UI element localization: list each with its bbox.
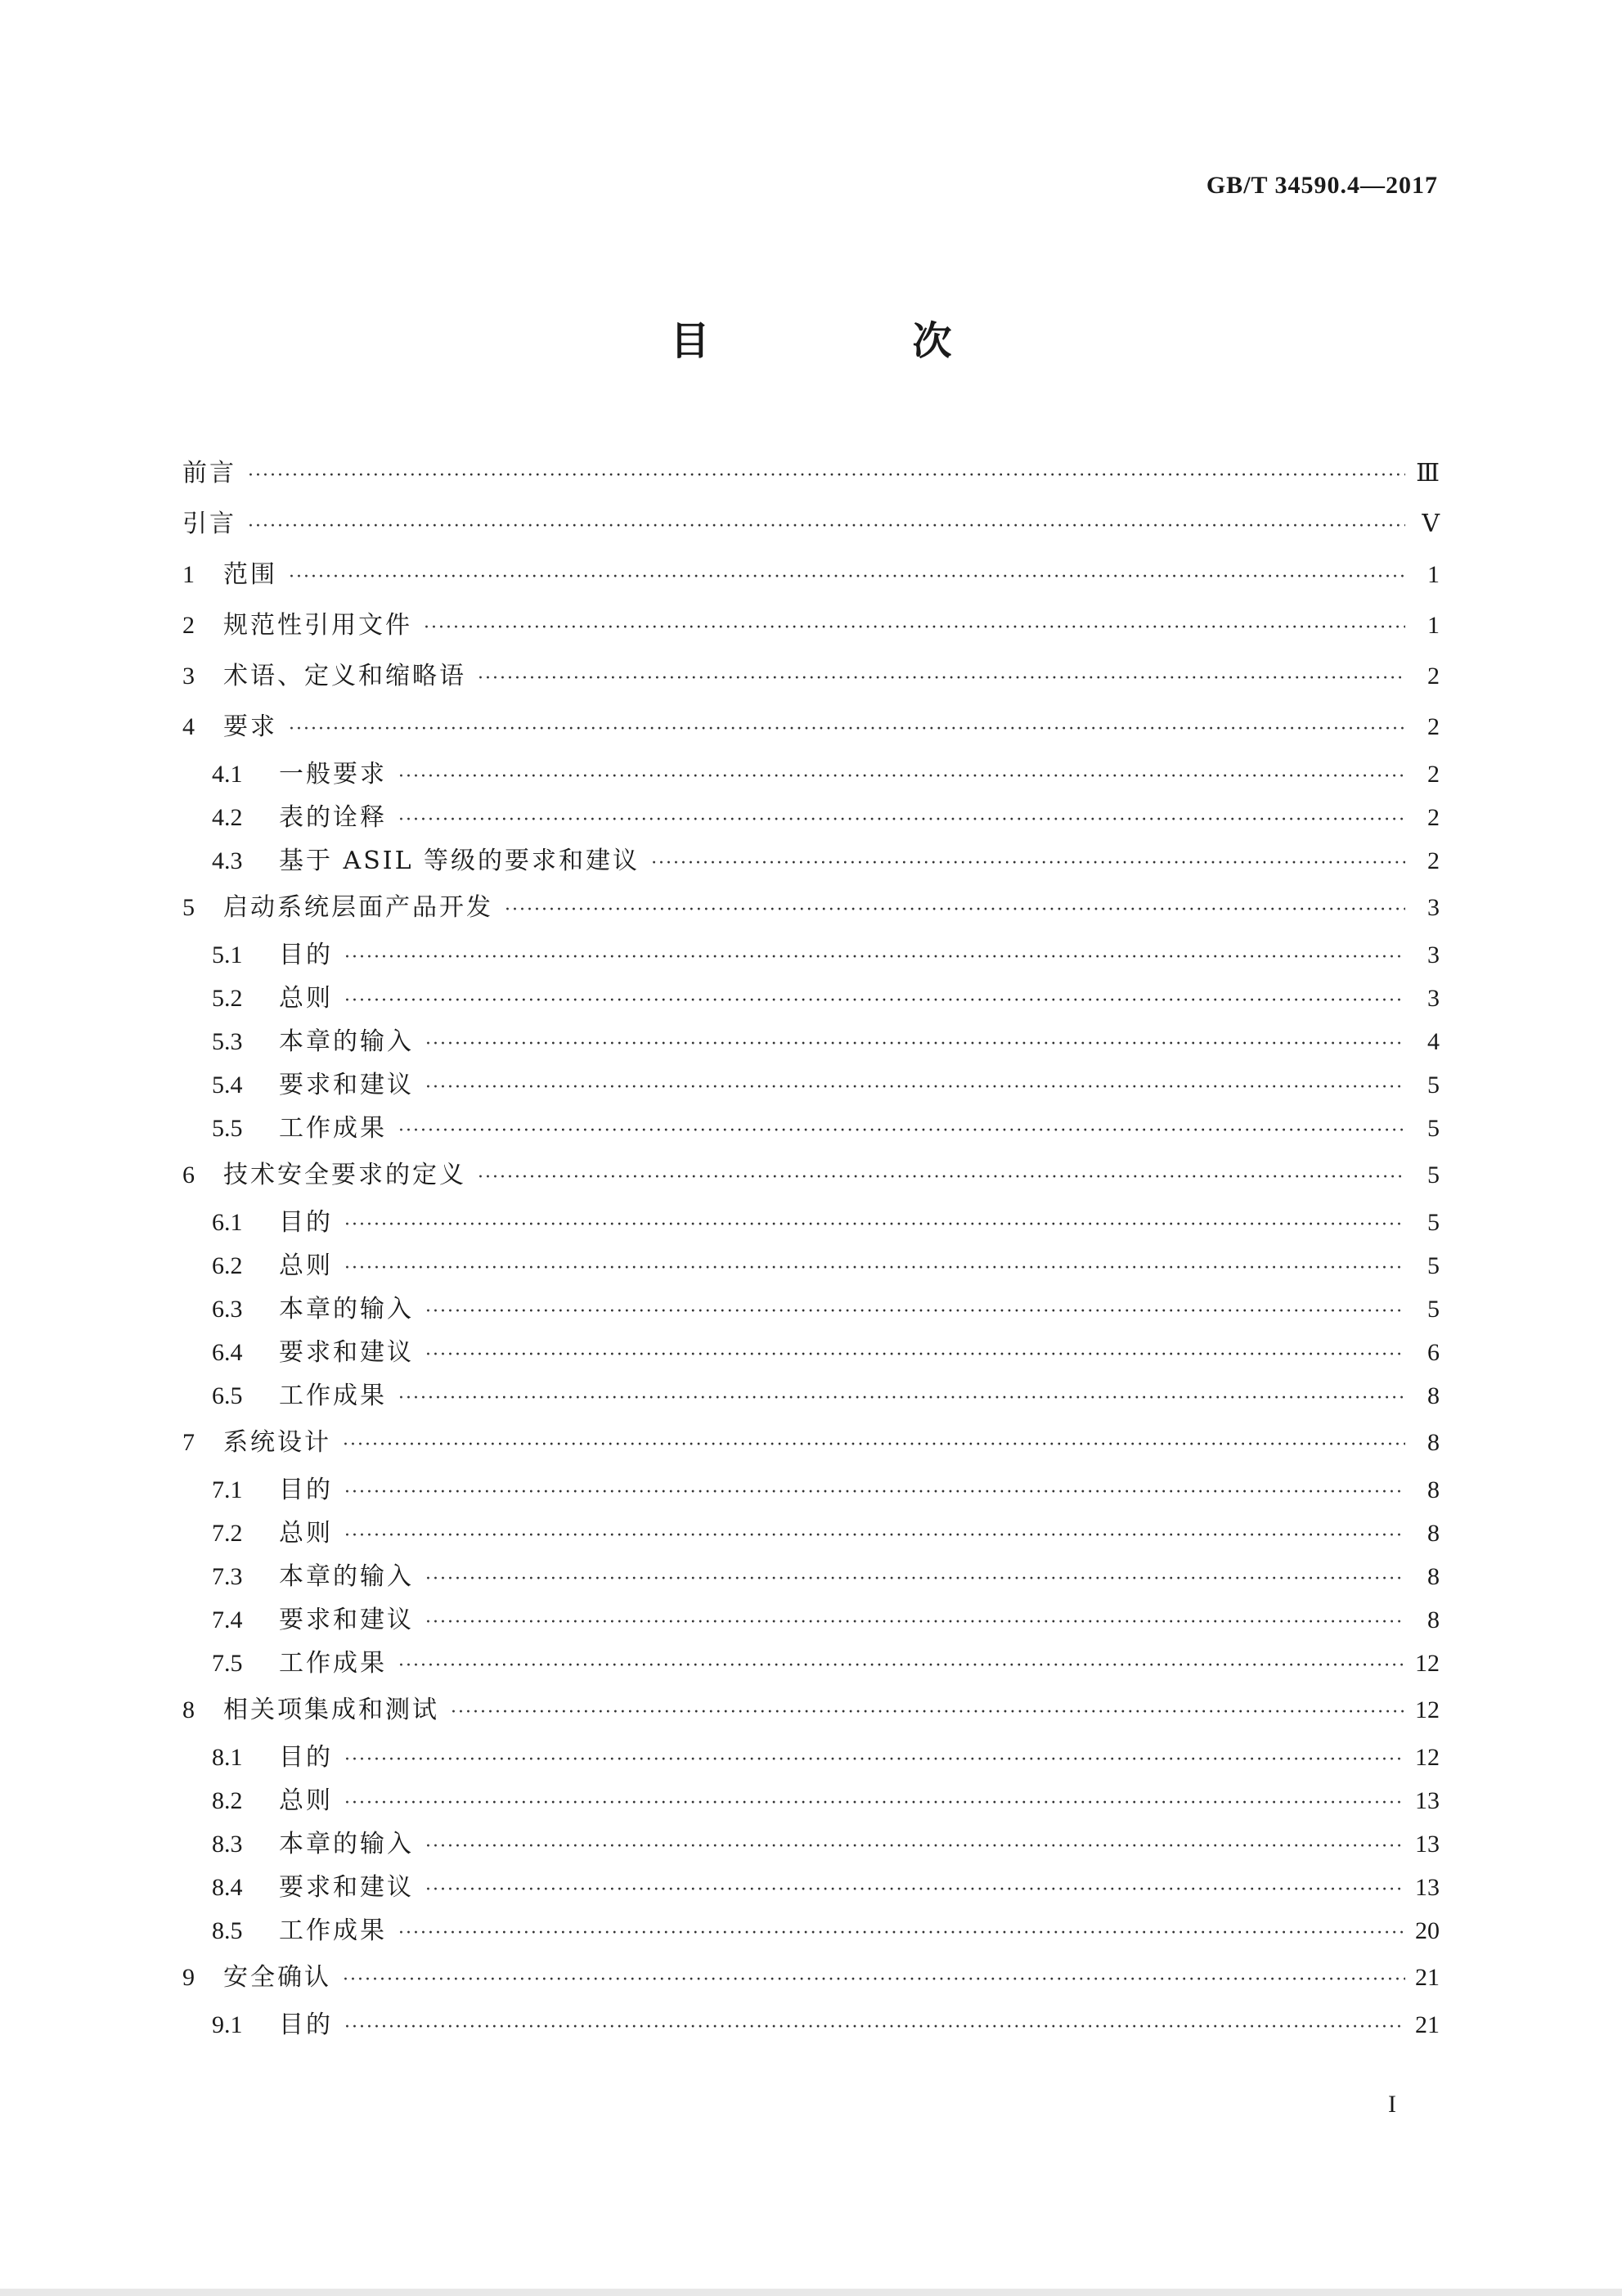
toc-entry[interactable] — [182, 1374, 1440, 1418]
toc-entry[interactable] — [182, 1287, 1440, 1331]
toc-entry-number: 4.1 — [212, 761, 243, 788]
toc-entry-number: 3 — [182, 663, 195, 690]
toc-entry-page: Ⅴ — [1422, 510, 1440, 537]
toc-entry[interactable] — [182, 1642, 1440, 1685]
toc-entry-label: 总则 — [279, 1251, 333, 1280]
toc-entry-label: 安全确认 — [223, 1963, 331, 1992]
toc-entry-page: 3 — [1427, 941, 1440, 968]
toc-entry-page: 8 — [1427, 1429, 1440, 1456]
dot-leader — [248, 451, 1405, 501]
toc-entry-number: 5.5 — [212, 1115, 243, 1142]
toc-entry[interactable] — [182, 883, 1440, 933]
dot-leader — [505, 885, 1405, 936]
toc-entry-number: 1 — [182, 561, 195, 588]
toc-entry-number: 5.3 — [212, 1028, 243, 1055]
dot-leader — [478, 654, 1405, 704]
toc-entry-number: 7.3 — [212, 1563, 243, 1590]
toc-entry[interactable] — [182, 1555, 1440, 1598]
toc-entry-label: 要求和建议 — [279, 1606, 414, 1634]
dot-leader — [398, 1109, 1405, 1152]
toc-entry-page: 1 — [1427, 561, 1440, 588]
standard-code: GB/T 34590.4—2017 — [1206, 172, 1438, 199]
toc-entry[interactable] — [182, 1418, 1440, 1468]
table-of-contents — [182, 448, 1440, 2047]
dot-leader — [343, 1420, 1405, 1471]
toc-entry-label: 要求和建议 — [279, 1071, 414, 1099]
toc-entry-number: 7.2 — [212, 1520, 243, 1547]
toc-entry[interactable] — [182, 753, 1440, 796]
toc-entry-page: 4 — [1427, 1028, 1440, 1055]
toc-entry-page: 6 — [1427, 1339, 1440, 1366]
toc-entry-page: 21 — [1415, 2011, 1440, 2038]
scan-edge-strip — [0, 2289, 1622, 2296]
toc-entry-number: 7.5 — [212, 1650, 243, 1677]
toc-entry-label: 系统设计 — [223, 1428, 331, 1457]
toc-entry-page: 8 — [1427, 1382, 1440, 1409]
dot-leader — [289, 552, 1405, 603]
toc-entry-number: 2 — [182, 612, 195, 639]
toc-entry[interactable] — [182, 1331, 1440, 1374]
toc-entry[interactable] — [182, 977, 1440, 1020]
dot-leader — [344, 2006, 1405, 2049]
toc-entry-label: 规范性引用文件 — [223, 611, 412, 640]
toc-entry-number: 7 — [182, 1429, 195, 1456]
toc-entry[interactable] — [182, 1952, 1440, 2003]
toc-entry[interactable] — [182, 702, 1440, 753]
toc-entry-label: 工作成果 — [279, 1649, 387, 1678]
toc-entry-label: 总则 — [279, 1786, 333, 1815]
toc-entry-page: 3 — [1427, 894, 1440, 921]
toc-entry-number: 4 — [182, 713, 195, 740]
toc-entry-number: 5 — [182, 894, 195, 921]
toc-entry[interactable] — [182, 651, 1440, 702]
dot-leader — [344, 1247, 1405, 1290]
toc-entry-page: 5 — [1427, 1209, 1440, 1236]
toc-entry[interactable] — [182, 1685, 1440, 1736]
toc-entry-page: 12 — [1415, 1744, 1440, 1771]
toc-entry-number: 5.4 — [212, 1072, 243, 1099]
toc-entry-label: 总则 — [279, 984, 333, 1013]
toc-entry-label: 要求 — [223, 712, 277, 741]
dot-leader — [424, 603, 1405, 654]
toc-entry-label: 引言 — [182, 510, 236, 538]
toc-entry-page: 12 — [1415, 1696, 1440, 1723]
toc-entry-label: 工作成果 — [279, 1114, 387, 1143]
toc-entry-label: 技术安全要求的定义 — [223, 1161, 466, 1189]
toc-entry-page: 8 — [1427, 1476, 1440, 1503]
toc-entry-page: 5 — [1427, 1296, 1440, 1323]
toc-entry-number: 8.1 — [212, 1744, 243, 1771]
toc-entry-page: 8 — [1427, 1606, 1440, 1633]
toc-entry-label: 目的 — [279, 941, 333, 969]
toc-entry[interactable] — [182, 796, 1440, 839]
toc-entry-page: 5 — [1427, 1115, 1440, 1142]
toc-entry-page: 3 — [1427, 985, 1440, 1012]
dot-leader — [651, 842, 1405, 885]
toc-entry-label: 目的 — [279, 2011, 333, 2039]
toc-entry[interactable] — [182, 1020, 1440, 1063]
toc-entry-page: 8 — [1427, 1520, 1440, 1547]
toc-entry[interactable] — [182, 2003, 1440, 2047]
toc-entry[interactable] — [182, 1866, 1440, 1909]
dot-leader — [344, 936, 1405, 979]
toc-entry[interactable] — [182, 1244, 1440, 1287]
dot-leader — [344, 1203, 1405, 1247]
toc-entry-page: 12 — [1415, 1650, 1440, 1677]
toc-entry[interactable] — [182, 1779, 1440, 1822]
dot-leader — [248, 501, 1405, 552]
toc-entry-page: 2 — [1427, 663, 1440, 690]
toc-entry[interactable] — [182, 839, 1440, 883]
toc-entry-number: 4.2 — [212, 804, 243, 831]
toc-entry-label: 本章的输入 — [279, 1027, 414, 1056]
toc-entry[interactable] — [182, 933, 1440, 977]
dot-leader — [344, 1782, 1405, 1825]
toc-entry-number: 5.2 — [212, 985, 243, 1012]
toc-entry[interactable] — [182, 1736, 1440, 1779]
dot-leader — [289, 704, 1405, 755]
dot-leader — [344, 979, 1405, 1022]
toc-entry-page: 21 — [1415, 1964, 1440, 1991]
toc-entry-label: 工作成果 — [279, 1382, 387, 1410]
toc-entry-label: 要求和建议 — [279, 1873, 414, 1902]
dot-leader — [344, 1738, 1405, 1782]
toc-entry[interactable] — [182, 1107, 1440, 1150]
toc-entry-page: Ⅲ — [1416, 460, 1440, 487]
toc-entry[interactable] — [182, 1150, 1440, 1201]
toc-entry[interactable] — [182, 448, 1440, 499]
toc-entry-label: 总则 — [279, 1519, 333, 1548]
toc-entry[interactable] — [182, 1201, 1440, 1244]
dot-leader — [425, 1333, 1405, 1377]
toc-entry-number: 7.4 — [212, 1606, 243, 1633]
page-title: 目 次 — [670, 318, 1034, 364]
dot-leader — [425, 1290, 1405, 1333]
dot-leader — [398, 1912, 1405, 1955]
toc-entry[interactable] — [182, 1512, 1440, 1555]
dot-leader — [343, 1955, 1405, 2006]
toc-entry-page: 5 — [1427, 1252, 1440, 1279]
toc-entry-page: 2 — [1427, 847, 1440, 874]
toc-entry-number: 4.3 — [212, 847, 243, 874]
toc-entry-number: 8 — [182, 1696, 195, 1723]
toc-entry[interactable] — [182, 1468, 1440, 1512]
toc-entry-label: 本章的输入 — [279, 1830, 414, 1858]
dot-leader — [451, 1687, 1405, 1738]
toc-entry-number: 5.1 — [212, 941, 243, 968]
toc-entry-page: 2 — [1427, 761, 1440, 788]
toc-entry-page: 20 — [1415, 1917, 1440, 1944]
toc-entry-label: 前言 — [182, 459, 236, 488]
toc-entry[interactable] — [182, 600, 1440, 651]
toc-entry-label: 目的 — [279, 1476, 333, 1504]
toc-entry-label: 本章的输入 — [279, 1562, 414, 1591]
toc-entry-number: 6.3 — [212, 1296, 243, 1323]
toc-entry-label: 范围 — [223, 560, 277, 589]
toc-entry-page: 1 — [1427, 612, 1440, 639]
dot-leader — [425, 1825, 1405, 1868]
footer-page-number: I — [1388, 2091, 1396, 2118]
toc-entry-number: 8.5 — [212, 1917, 243, 1944]
dot-leader — [425, 1557, 1405, 1601]
toc-entry-page: 13 — [1415, 1831, 1440, 1858]
dot-leader — [478, 1152, 1405, 1203]
toc-entry-label: 目的 — [279, 1743, 333, 1772]
toc-entry[interactable] — [182, 499, 1440, 550]
toc-entry-label: 启动系统层面产品开发 — [223, 893, 493, 922]
toc-entry-label: 表的诠释 — [279, 803, 387, 832]
toc-entry-label: 要求和建议 — [279, 1338, 414, 1367]
toc-entry[interactable] — [182, 550, 1440, 600]
dot-leader — [425, 1601, 1405, 1644]
toc-entry-page: 13 — [1415, 1874, 1440, 1901]
toc-entry-number: 8.2 — [212, 1787, 243, 1814]
toc-entry-page: 8 — [1427, 1563, 1440, 1590]
toc-entry-page: 2 — [1427, 713, 1440, 740]
toc-entry-number: 6.1 — [212, 1209, 243, 1236]
toc-entry-number: 9.1 — [212, 2011, 243, 2038]
toc-entry-label: 本章的输入 — [279, 1295, 414, 1323]
toc-entry-number: 6.2 — [212, 1252, 243, 1279]
dot-leader — [344, 1514, 1405, 1557]
toc-entry-number: 6 — [182, 1161, 195, 1188]
toc-entry-label: 一般要求 — [279, 760, 387, 789]
toc-entry-label: 目的 — [279, 1208, 333, 1237]
dot-leader — [398, 1644, 1405, 1687]
toc-entry-page: 2 — [1427, 804, 1440, 831]
toc-entry[interactable] — [182, 1909, 1440, 1952]
toc-entry[interactable] — [182, 1598, 1440, 1642]
toc-entry-number: 8.4 — [212, 1874, 243, 1901]
toc-entry-label: 基于 ASIL 等级的要求和建议 — [279, 847, 640, 875]
dot-leader — [425, 1022, 1405, 1066]
toc-entry-number: 6.4 — [212, 1339, 243, 1366]
toc-entry-number: 6.5 — [212, 1382, 243, 1409]
dot-leader — [425, 1066, 1405, 1109]
dot-leader — [398, 755, 1405, 798]
toc-entry-number: 8.3 — [212, 1831, 243, 1858]
toc-entry-label: 工作成果 — [279, 1916, 387, 1945]
toc-entry-label: 术语、定义和缩略语 — [223, 662, 466, 690]
toc-entry-label: 相关项集成和测试 — [223, 1696, 439, 1724]
toc-entry[interactable] — [182, 1063, 1440, 1107]
toc-entry-page: 13 — [1415, 1787, 1440, 1814]
toc-entry-number: 7.1 — [212, 1476, 243, 1503]
dot-leader — [398, 798, 1405, 842]
dot-leader — [344, 1471, 1405, 1514]
toc-entry-page: 5 — [1427, 1161, 1440, 1188]
toc-entry-page: 5 — [1427, 1072, 1440, 1099]
dot-leader — [398, 1377, 1405, 1420]
toc-entry-number: 9 — [182, 1964, 195, 1991]
toc-entry[interactable] — [182, 1822, 1440, 1866]
dot-leader — [425, 1868, 1405, 1912]
